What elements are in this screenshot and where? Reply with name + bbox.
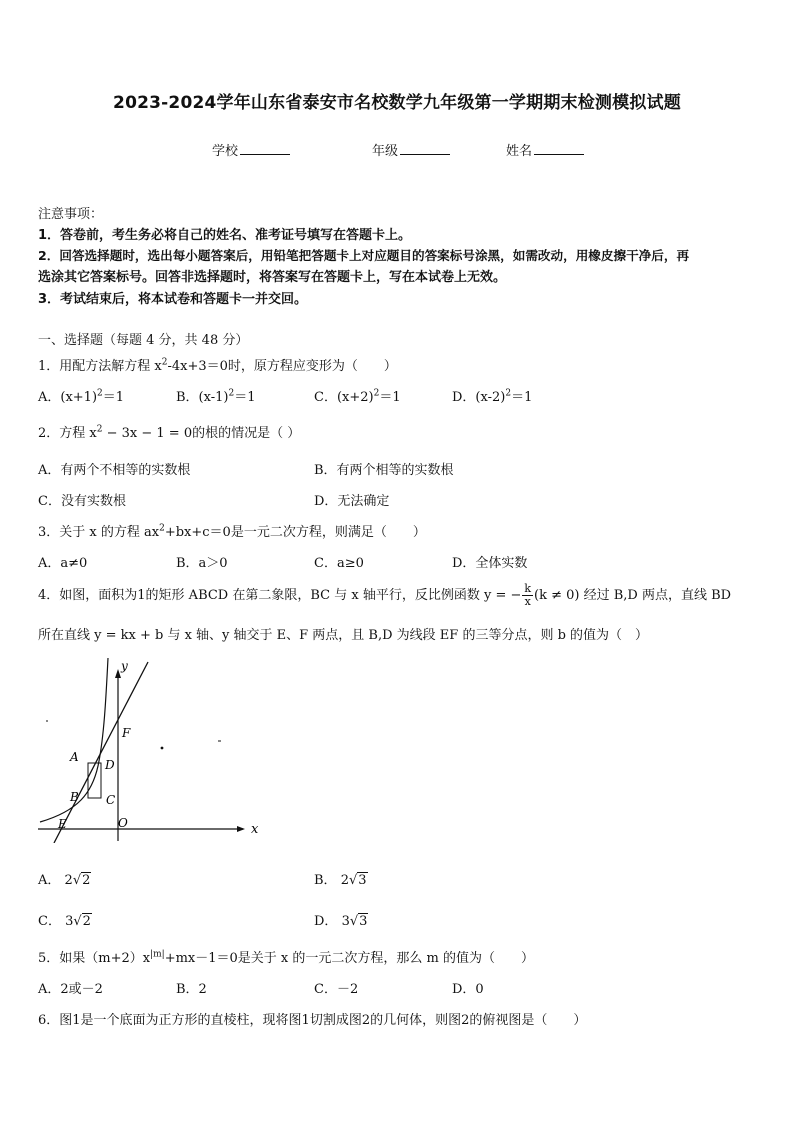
note-item: 1．答卷前，考生务必将自己的姓名、准考证号填写在答题卡上。 [38,228,412,243]
question-2-stem: 2．方程 $x^2 - 3x - 1 = 0$的根的情况是（ ） [38,424,301,441]
label-d: D [105,758,115,772]
q1-option-b[interactable]: B．$(x-1)^2=1$ [176,388,256,405]
school-label: 学校 [212,144,239,159]
q1-option-a[interactable]: A．$(x+1)^2=1$ [38,388,125,405]
q3-option-c[interactable]: C．a≥0 [314,556,364,571]
q5-option-d[interactable]: D．0 [452,982,484,997]
line-bd [54,662,148,843]
label-b: B [70,790,79,804]
question-3-stem: 3．关于 x 的方程 $ax^2+bx+c=0$是一元二次方程，则满足（ ） [38,523,426,540]
q3-option-a[interactable]: A．a≠0 [38,556,88,571]
q5-option-a[interactable]: A．2或－2 [38,982,103,997]
school-field [212,140,290,159]
q4-option-c[interactable]: C． 3√2 [38,914,91,929]
q5-option-b[interactable]: B．2 [176,982,207,997]
q3-option-b[interactable]: B．a＞0 [176,556,228,571]
q2-option-b[interactable]: B．有两个相等的实数根 [314,463,454,478]
name-field [506,140,584,159]
school-blank[interactable] [240,142,290,155]
q2-option-a[interactable]: A．有两个不相等的实数根 [38,463,191,478]
section-heading: 一、选择题（每题 4 分，共 48 分） [38,333,249,348]
grade-label: 年级 [372,144,399,159]
q5-option-c[interactable]: C．－2 [314,982,359,997]
question-6-stem: 6．图1是一个底面为正方形的直棱柱，现将图1切割成图2的几何体，则图2的俯视图是（ ） [38,1013,587,1028]
x-axis-arrow [237,826,245,832]
q2-option-c[interactable]: C．没有实数根 [38,494,126,509]
rectangle-abcd [88,763,101,798]
exam-title: 2023-2024学年山东省泰安市名校数学九年级第一学期期末检测模拟试题 [113,93,681,113]
label-o: O [118,816,128,830]
stray-dot [161,747,164,750]
label-y: y [121,659,128,673]
label-a: A [70,750,79,764]
question-1-stem: 1．用配方法解方程 $x^2-4x+3=0$时，原方程应变形为（ ） [38,357,397,374]
q3-option-d[interactable]: D．全体实数 [452,556,528,571]
q1-option-d[interactable]: D．$(x-2)^2=1$ [452,388,533,405]
q1-option-c[interactable]: C．$(x+2)^2=1$ [314,388,401,405]
label-x: x [251,822,259,837]
q4-option-a[interactable]: A． 2√2 [38,873,91,888]
name-blank[interactable] [534,142,584,155]
note-item: 2．回答选择题时，选出每小题答案后，用铅笔把答题卡上对应题目的答案标号涂黑，如需改动，用橡皮擦干净后，再 [38,248,690,263]
fraction-k-over-x: $\frac{k}{x}$ [524,582,532,608]
grade-blank[interactable] [400,142,450,155]
grade-field [372,140,450,159]
question-4-stem-line1: 4．如图，面积为1的矩形 ABCD 在第二象限，BC 与 x 轴平行，反比例函数 y = − $\frac{k}{x}$ (k ≠ 0) 经过 B,D 两点，直线 BD [38,582,732,608]
label-c: C [106,793,116,807]
q4-option-d[interactable]: D． 3√3 [314,914,368,929]
label-f: F [122,726,131,740]
notes-heading: 注意事项： [38,207,104,222]
note-item: 3．考试结束后，将本试卷和答题卡一并交回。 [38,292,308,307]
name-label: 姓名 [506,144,533,159]
q2-option-d[interactable]: D．无法确定 [314,494,390,509]
question-5-stem: 5．如果$(m+2)x^{|m|}+mx-1=0$是关于 x 的一元二次方程，那么 m 的值为（ ） [38,949,534,966]
q4-option-b[interactable]: B． 2√3 [314,873,367,888]
q4-figure [38,658,268,843]
label-e: E [58,817,67,831]
note-item: 选涂其它答案标号。回答非选择题时，将答案写在答题卡上，写在本试卷上无效。 [38,270,507,285]
question-4-stem-line2: 所在直线 y = kx + b 与 x 轴、y 轴交于 E、F 两点，且 B,D 为线段 EF 的三等分点，则 b 的值为（ ） [38,628,649,643]
